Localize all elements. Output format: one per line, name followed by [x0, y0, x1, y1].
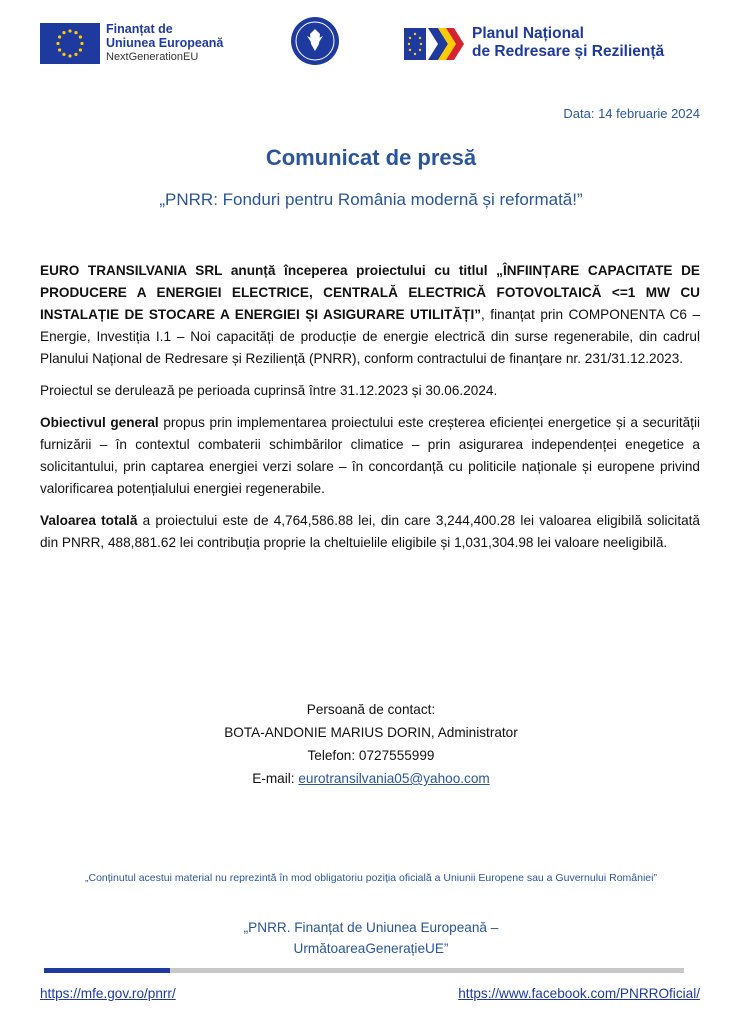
slogan-line-2: UrmătoareaGenerațieUE”	[293, 941, 449, 956]
paragraph-total-value	[40, 510, 700, 554]
page-title: Comunicat de presă	[265, 145, 477, 170]
eu-line-1: Finanțat de	[106, 22, 173, 36]
contact-block	[0, 698, 742, 790]
contact-email-link[interactable]: eurotransilvania05@yahoo.com	[298, 771, 490, 786]
paragraph-project-period: Proiectul se derulează pe perioada cuprinsă între 31.12.2023 și 30.06.2024.	[40, 383, 498, 398]
pnrr-logo	[404, 26, 468, 62]
total-value-text: a proiectului este de 4,764,586.88 lei, din care 3,244,400.28 lei valoarea eligibilă solicitată din PNRR, 488,881.62 lei contribuția proprie la cheltuielile eligibile și 1,031,304.98 lei valoare neeligibilă.	[40, 513, 700, 550]
contact-phone: Telefon: 0727555999	[307, 748, 435, 763]
contact-email-label: E-mail:	[252, 771, 299, 786]
page-subtitle: „PNRR: Fonduri pentru România modernă și reformată!”	[159, 190, 583, 209]
slogan-line-1: „PNRR. Finanțat de Uniunea Europeană –	[243, 920, 499, 935]
pnrr-line-2: de Redresare și Reziliență	[472, 43, 665, 60]
footer-divider-accent	[44, 968, 170, 973]
eu-disclaimer: „Conținutul acestui material nu reprezintă în mod obligatoriu poziția oficială a Uniunii Europene sau a Guvernului României”	[85, 872, 657, 884]
general-objective-text: propus prin implementarea proiectului este creșterea eficienței energetice și a securității furnizării – în contextul combaterii schimbărilor climatice – prin asigurarea independenței enegetice a solicitantului, prin captarea energiei verzi solare – în concordanță cu politicile naționale și europene privind valorificarea potențialului energiei regenerabile.	[40, 415, 700, 496]
project-financing-text: , finanțat prin COMPONENTA C6 – Energie, Investiția I.1 – Noi capacități de producție de energie electrică din surse regenerabile, din cadrul Planului Național de Redresare și Reziliență (PNRR), conform contractului de finanțare nr. 231/31.12.2023.	[40, 307, 701, 366]
paragraph-general-objective	[40, 412, 700, 500]
pnrr-line-1: Planul Național	[472, 25, 584, 42]
eu-flag-logo	[40, 23, 100, 64]
eu-line-3: NextGenerationEU	[106, 51, 199, 63]
eu-line-2: Uniunea Europeană	[106, 36, 224, 50]
pnrr-slogan	[0, 917, 742, 959]
press-release-body	[40, 260, 700, 564]
contact-name: BOTA-ANDONIE MARIUS DORIN, Administrator	[224, 725, 518, 740]
government-seal-logo	[290, 16, 340, 66]
total-value-label: Valoarea totală	[40, 513, 138, 528]
contact-email-line	[0, 767, 742, 790]
pnrr-flag-arrow-icon	[404, 26, 468, 62]
pnrr-label	[472, 25, 664, 61]
romania-government-seal-icon	[290, 16, 340, 66]
mfe-pnrr-link[interactable]: https://mfe.gov.ro/pnrr/	[40, 986, 176, 1001]
project-title-bold: EURO TRANSILVANIA SRL anunță începerea proiectului cu titlul „ÎNFIINȚARE CAPACITATE DE PRODUCERE A ENERGIEI ELECTRICE, CENTRALĂ ELECTRICĂ FOTOVOLTAICĂ <=1 MW CU INSTALAȚIE DE STOCARE A ENERGIEI ȘI ASIGURARE UTILITĂȚI”	[40, 263, 700, 322]
paragraph-project-announcement	[40, 260, 700, 370]
contact-heading: Persoană de contact:	[306, 702, 436, 717]
footer-divider-bar	[44, 968, 684, 973]
eu-funding-label	[106, 22, 223, 64]
eu-stars-icon	[40, 23, 100, 64]
press-release-date: Data: 14 februarie 2024	[563, 106, 700, 121]
facebook-pnrr-link[interactable]: https://www.facebook.com/PNRROficial/	[458, 986, 700, 1001]
general-objective-label: Obiectivul general	[40, 415, 159, 430]
